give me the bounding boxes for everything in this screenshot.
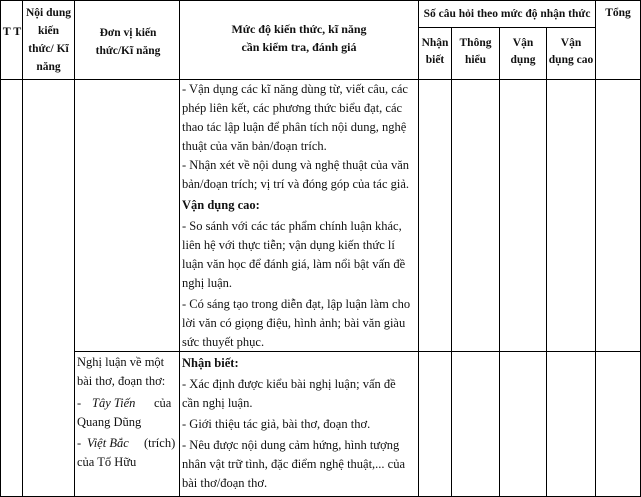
header-tong: Tổng <box>605 7 631 19</box>
col-border <box>418 0 419 497</box>
row1-line: thao tác lập luận để phân tích nội dung, nghệ <box>182 120 407 134</box>
unit-author: của Tố Hữu <box>77 455 137 469</box>
unit-trich: (trích) <box>144 436 176 450</box>
unit-poem-tay-tien: Tây Tiến <box>92 396 136 410</box>
row1-line: lời văn có giọng điệu, hình ảnh; bài văn giàu <box>182 316 406 330</box>
unit-of: của <box>154 396 172 410</box>
col-border <box>74 0 75 497</box>
row1-line: liên hệ với thực tiễn; vận dụng kiến thức lí <box>182 238 395 252</box>
row2-line: - Giới thiệu tác giả, bài thơ, đoạn thơ. <box>182 417 371 431</box>
row1-line: - Vận dụng các kĩ năng dùng từ, viết câu, các <box>182 82 408 96</box>
heading-van-dung-cao: Vận dụng cao: <box>182 198 260 212</box>
row2-line: - Nêu được nội dung cảm hứng, hình tượng <box>182 438 400 452</box>
heading-nhan-biet: Nhận biết: <box>182 356 239 370</box>
row1-line: - Có sáng tạo trong diễn đạt, lập luận làm cho <box>182 297 411 311</box>
header-so-cau-hoi: Số câu hỏi theo mức độ nhận thức <box>423 8 591 20</box>
level-van-dung-cao-line2: dụng cao <box>548 54 594 66</box>
row1-line: bản/đoạn trích; vị trí và đóng góp của tác giả. <box>182 177 410 191</box>
row1-line: luận văn học để đánh giá, làm nổi bật vấn đề <box>182 257 406 271</box>
header-muc-do-line1: Mức độ kiến thức, kĩ năng <box>231 22 367 36</box>
col-border <box>499 27 500 497</box>
level-van-dung-cao-line1: Vận <box>560 37 582 49</box>
header-don-vi: Đơn vị kiến thức/Kĩ năng <box>95 27 161 57</box>
row1-line: - Nhận xét về nội dung và nghệ thuật của văn <box>182 158 410 172</box>
level-thong-hieu-line1: Thông <box>459 37 492 49</box>
row-divider <box>74 351 641 352</box>
row2-line: - Xác định được kiểu bài nghị luận; vấn đề <box>182 377 396 391</box>
unit-author: Quang Dũng <box>77 415 142 429</box>
level-van-dung-line2: dụng <box>510 54 536 66</box>
unit-line: bài thơ, đoạn thơ: <box>77 374 166 388</box>
header-muc-do-line2: cần kiểm tra, đánh giá <box>241 40 357 54</box>
row2-line: bài thơ/đoạn thơ. <box>182 476 268 490</box>
level-thong-hieu-line2: hiểu <box>464 54 487 66</box>
col-border <box>22 0 23 497</box>
unit-poem-viet-bac: Việt Bắc <box>87 436 129 450</box>
level-van-dung-line1: Vận <box>512 37 534 49</box>
table-border-top <box>0 0 641 1</box>
level-nhan-biet-line2: biết <box>425 54 445 66</box>
row2-line: cần nghị luận. <box>182 396 253 410</box>
header-bottom-border <box>0 79 641 80</box>
unit-dash: - <box>77 436 82 450</box>
unit-line: Nghị luận về một <box>77 355 165 369</box>
row1-line: phép liên kết, các phương thức biểu đạt, các <box>182 101 403 115</box>
unit-dash: - <box>77 396 82 410</box>
row2-line: nhân vật trữ tình, đặc điểm nghệ thuật,... của <box>182 457 406 471</box>
header-tt: T T <box>2 24 22 38</box>
col-border <box>595 0 596 497</box>
row1-line: thuật của văn bản/đoạn trích. <box>182 139 327 153</box>
row1-line: nghị luận. <box>182 276 232 290</box>
level-header-divider <box>418 27 595 28</box>
row1-line: - So sánh với các tác phẩm chính luận khác, <box>182 219 402 233</box>
col-border <box>179 0 180 497</box>
level-nhan-biet-line1: Nhận <box>421 37 449 49</box>
col-border <box>0 0 1 497</box>
header-noi-dung: Nội dung kiến thức/ Kĩ năng <box>25 7 72 73</box>
col-border <box>546 27 547 497</box>
col-border <box>451 27 452 497</box>
row1-line: sức thuyết phục. <box>182 335 265 349</box>
